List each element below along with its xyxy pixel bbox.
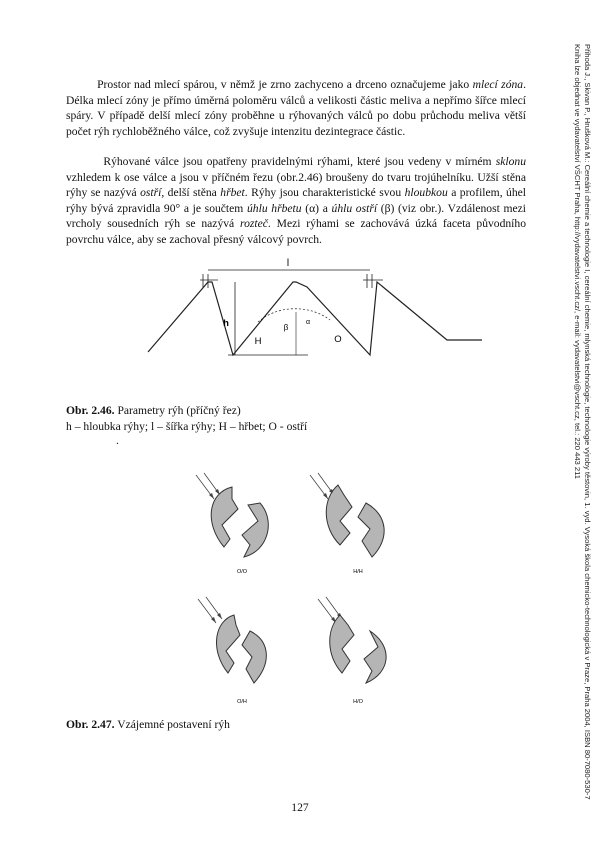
grain-pair-oh [198, 597, 266, 683]
groove-profile-line [148, 282, 482, 355]
label-O: O [334, 334, 342, 345]
panel-label-oo: O/O [236, 569, 248, 575]
grain-pair-oo [196, 473, 268, 557]
figure-246-caption: Obr. 2.46. Parametry rýh (příčný řez) [66, 404, 241, 417]
citation-line: Přihoda J., Skivan P., Hrušková M.: Cereální chemie a technologie I, cereální chemie, mlynská technologie, technologie výroby těstovin, 1. vyd. Vysoká škola chemicko-technologická v Praze, Praha 2004, ISBN 80-7080-530-7 [583, 44, 592, 800]
label-H: H [254, 336, 262, 347]
ordering-line: Kniha lze objednat ve vydavatelství VŠCHT Praha, http://vydavatelstvi.vscht.cz/, e-mail: vydavatelstvi@vscht.cz, tel.: 220 443 211 [573, 44, 582, 479]
figure-246-legend: h – hloubka rýhy; l – šířka rýhy; H – hřbet; O - ostří [66, 420, 308, 433]
grain-pair-hh [310, 473, 384, 557]
panel-label-ho: H/O [353, 699, 363, 705]
panel-label-hh: H/H [353, 569, 363, 575]
figure-247-caption: Obr. 2.47. Vzájemné postavení rýh [66, 718, 230, 731]
page-number: 127 [291, 801, 309, 814]
figure-246-trailing-mark: . [116, 434, 119, 447]
grain-pair-ho [318, 597, 386, 683]
panel-label-oh: O/H [237, 699, 247, 705]
figure-groove-parameters [130, 252, 510, 392]
paragraph-milling-zone: Prostor nad mlecí spárou, v němž je zrno zachyceno a drceno označujeme jako mlecí zóna. Délka mlecí zóny je přímo úměrná poloměru válců a velikosti částic meliva a nepřímo šířce mlecí spáry. V případě delší mlecí zóny proběhne u rýhovaných válců po dobu průchodu meliva větší počet rýh rychloběžného válce, což zvyšuje intenzitu dezintegrace částic. [66, 78, 526, 138]
label-alpha: α [305, 319, 311, 326]
label-beta: β [283, 323, 289, 332]
label-h: h [223, 318, 229, 329]
publisher-side-note [522, 44, 592, 824]
label-l: l [286, 258, 290, 269]
figure-groove-positions [190, 465, 420, 715]
paragraph-grooved-rollers: Rýhované válce jsou opatřeny pravidelnými rýhami, které jsou vedeny v mírném sklonu vzhledem k ose válce a jsou v příčném řezu (obr.2.46) broušeny do tvaru trojúhelníku. Užší stěna rýhy se nazývá ostří, delší stěna hřbet. Rýhy jsou charakteristické svou hloubkou a profilem, úhel rýhy bývá zpravidla 90° a je součtem úhlu hřbetu (α) a úhlu ostří (β) (viz obr.). Vzdálenost mezi vrcholy sousedních rýh se nazývá rozteč. Mezi rýhami se zachovává úzká faceta původního povrchu válce, aby se zachoval přesný válcový povrch. [66, 155, 527, 246]
